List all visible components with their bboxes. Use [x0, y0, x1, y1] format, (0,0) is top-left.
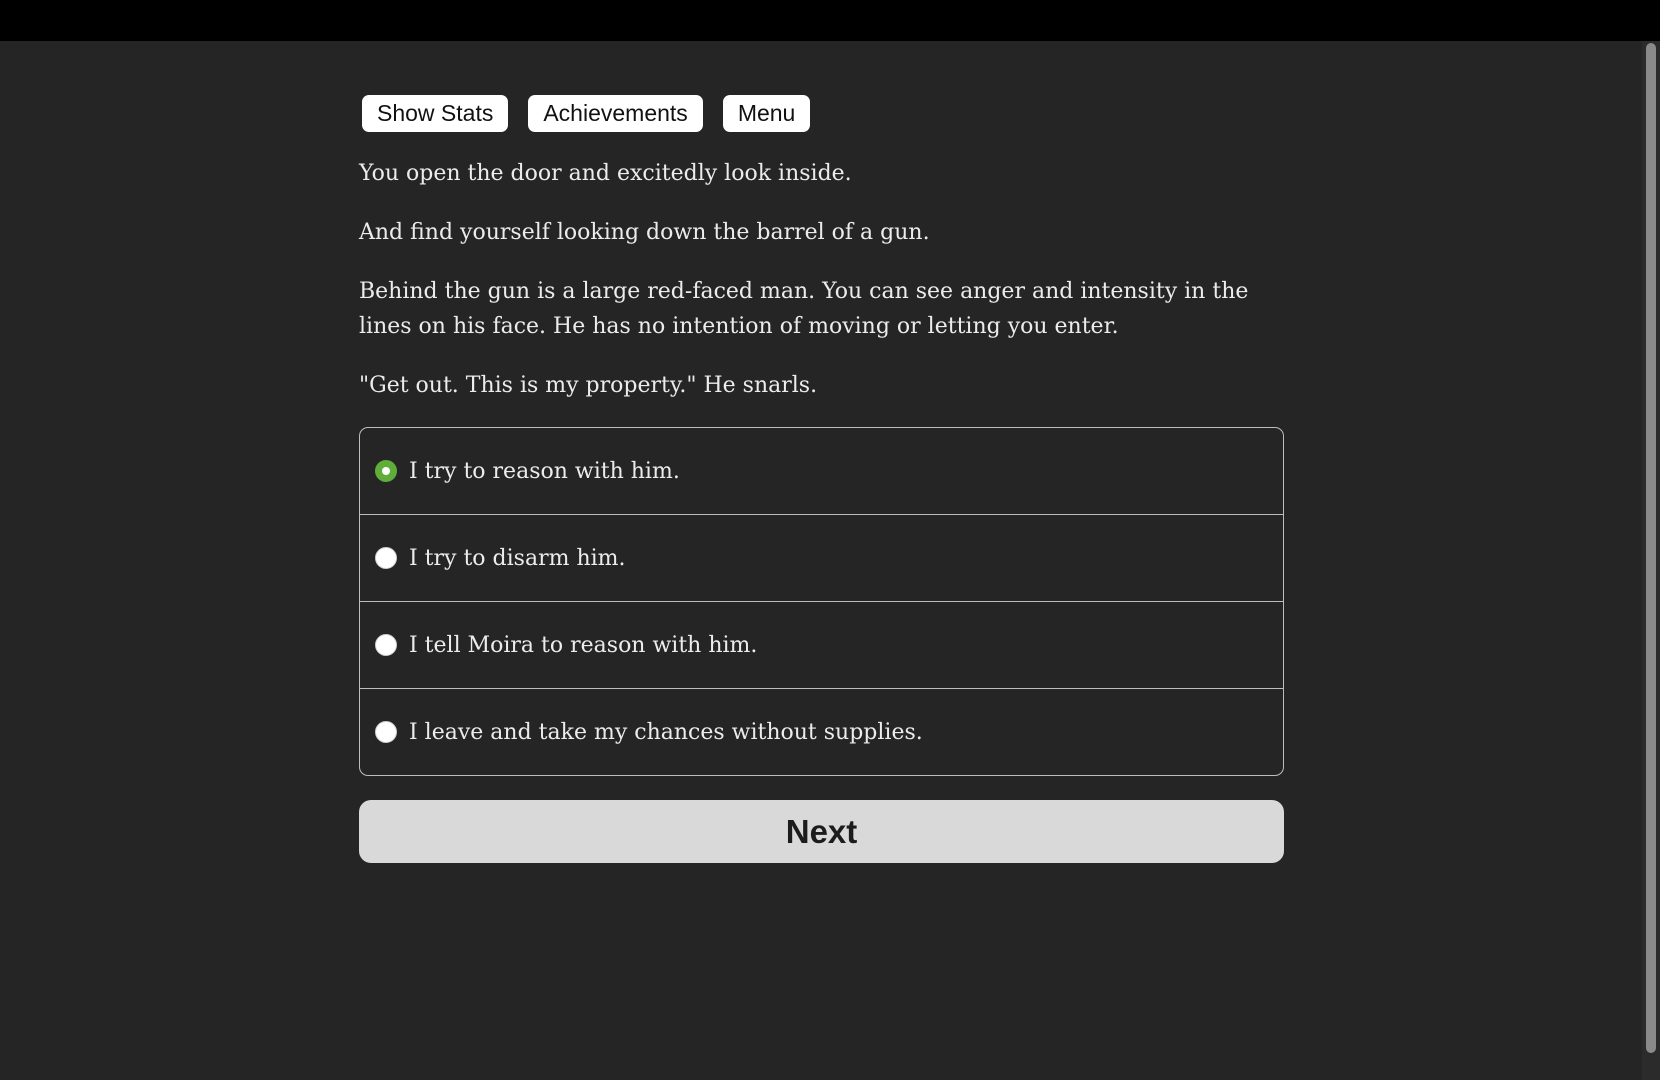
choice-option-reason[interactable]: [360, 428, 1283, 515]
story-paragraph: You open the door and excitedly look inside.: [359, 161, 852, 186]
choice-label: I leave and take my chances without supplies.: [409, 719, 923, 745]
choice-option-disarm[interactable]: [360, 515, 1283, 602]
next-button[interactable]: Next: [359, 800, 1284, 863]
radio-selected-icon[interactable]: [375, 460, 397, 482]
show-stats-button[interactable]: Show Stats: [362, 95, 508, 132]
story-paragraph: Behind the gun is a large red-faced man. You can see anger and intensity in the lines on his face. He has no intention of moving or letting you enter.: [359, 279, 1249, 339]
achievements-button[interactable]: Achievements: [528, 95, 702, 132]
choice-option-moira[interactable]: [360, 602, 1283, 689]
radio-icon[interactable]: [375, 547, 397, 569]
choice-list: [359, 427, 1284, 776]
choice-label: I try to reason with him.: [409, 458, 680, 484]
choice-label: I try to disarm him.: [409, 545, 626, 571]
story-paragraph: "Get out. This is my property." He snarls.: [359, 373, 818, 398]
story-paragraph: And find yourself looking down the barrel of a gun.: [359, 220, 930, 245]
story-text: [359, 156, 1284, 403]
choice-option-leave[interactable]: [360, 689, 1283, 775]
radio-icon[interactable]: [375, 721, 397, 743]
toolbar: [362, 95, 1284, 132]
menu-button[interactable]: Menu: [723, 95, 811, 132]
choice-label: I tell Moira to reason with him.: [409, 632, 758, 658]
scrollbar-thumb[interactable]: [1646, 43, 1656, 1053]
game-page: [359, 95, 1284, 863]
scrollbar[interactable]: [1642, 41, 1660, 1080]
window-top-bar: [0, 0, 1660, 41]
radio-icon[interactable]: [375, 634, 397, 656]
